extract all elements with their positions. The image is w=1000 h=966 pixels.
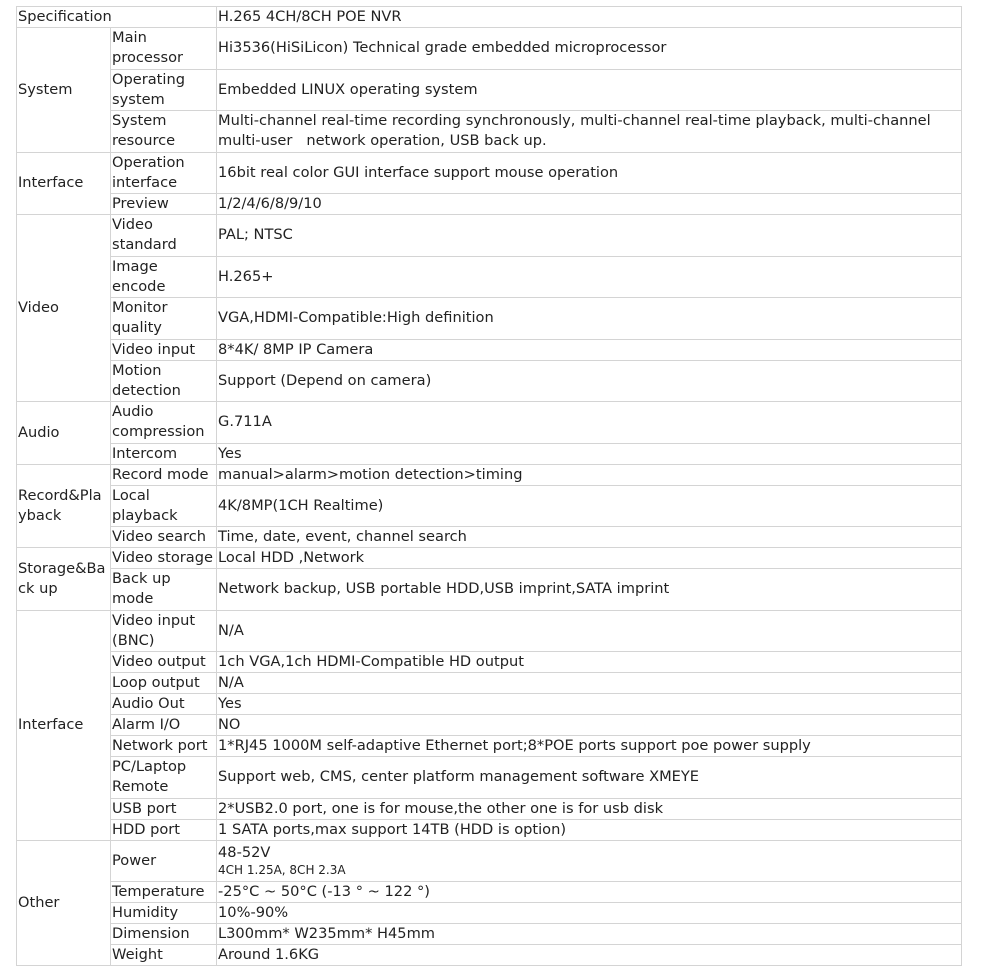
table-row xyxy=(17,339,962,360)
row-value: Embedded LINUX operating system xyxy=(217,69,962,111)
table-row xyxy=(17,485,962,527)
row-value: H.265+ xyxy=(217,256,962,298)
row-label: HDD port xyxy=(111,819,217,840)
row-label: Operation interface xyxy=(111,152,217,194)
row-label: System resource xyxy=(111,111,217,153)
row-value: Network backup, USB portable HDD,USB imprint,SATA imprint xyxy=(217,569,962,611)
table-row xyxy=(17,945,962,966)
row-label: Humidity xyxy=(111,903,217,924)
row-value: N/A xyxy=(217,610,962,652)
row-value: Time, date, event, channel search xyxy=(217,527,962,548)
row-label: Video storage xyxy=(111,548,217,569)
row-value: NO xyxy=(217,715,962,736)
table-row xyxy=(17,652,962,673)
group-label: Video xyxy=(17,215,111,402)
table-row xyxy=(17,548,962,569)
row-label: Loop output xyxy=(111,673,217,694)
row-value: Around 1.6KG xyxy=(217,945,962,966)
table-row xyxy=(17,840,962,882)
row-label: Intercom xyxy=(111,443,217,464)
table-row xyxy=(17,152,962,194)
row-label: Video search xyxy=(111,527,217,548)
row-value: 1 SATA ports,max support 14TB (HDD is option) xyxy=(217,819,962,840)
table-row xyxy=(17,298,962,340)
row-label: Operating system xyxy=(111,69,217,111)
row-label: Video input xyxy=(111,339,217,360)
table-row xyxy=(17,7,962,28)
spec-table xyxy=(16,6,962,966)
table-row xyxy=(17,256,962,298)
table-row xyxy=(17,736,962,757)
row-value: VGA,HDMI-Compatible:High definition xyxy=(217,298,962,340)
group-label: Interface xyxy=(17,152,111,215)
row-label: Monitor quality xyxy=(111,298,217,340)
table-row xyxy=(17,402,962,444)
row-value: 2*USB2.0 port, one is for mouse,the other one is for usb disk xyxy=(217,798,962,819)
power-voltage: 48-52V xyxy=(218,844,271,862)
row-label: Video standard xyxy=(111,215,217,257)
table-row xyxy=(17,924,962,945)
table-row xyxy=(17,819,962,840)
table-row xyxy=(17,527,962,548)
row-label: Temperature xyxy=(111,882,217,903)
table-row xyxy=(17,610,962,652)
table-row xyxy=(17,673,962,694)
power-current-note: 4CH 1.25A, 8CH 2.3A xyxy=(218,863,346,878)
table-row xyxy=(17,464,962,485)
row-label: Back up mode xyxy=(111,569,217,611)
row-value: G.711A xyxy=(217,402,962,444)
row-label: Main processor xyxy=(111,28,217,70)
table-row xyxy=(17,757,962,799)
header-value: H.265 4CH/8CH POE NVR xyxy=(217,7,962,28)
table-row xyxy=(17,69,962,111)
group-label: Interface xyxy=(17,610,111,840)
row-value-power xyxy=(217,840,962,882)
row-value: 8*4K/ 8MP IP Camera xyxy=(217,339,962,360)
table-row xyxy=(17,443,962,464)
group-label: System xyxy=(17,28,111,153)
row-value: -25°C ~ 50°C (-13 ° ~ 122 °) xyxy=(217,882,962,903)
spec-table-container xyxy=(16,6,962,966)
row-label: Image encode xyxy=(111,256,217,298)
table-row xyxy=(17,111,962,153)
table-row xyxy=(17,194,962,215)
row-label: Dimension xyxy=(111,924,217,945)
row-value: 16bit real color GUI interface support mouse operation xyxy=(217,152,962,194)
table-row xyxy=(17,715,962,736)
group-label: Other xyxy=(17,840,111,966)
table-row xyxy=(17,694,962,715)
row-label: Local playback xyxy=(111,485,217,527)
row-label: Power xyxy=(111,840,217,882)
row-value: Multi-channel real-time recording synchronously, multi-channel real-time playback, multi-channel multi-user network operation, USB back up. xyxy=(217,111,962,153)
row-label: Alarm I/O xyxy=(111,715,217,736)
row-label: Network port xyxy=(111,736,217,757)
table-row xyxy=(17,215,962,257)
row-label: Motion detection xyxy=(111,360,217,402)
row-value: 10%-90% xyxy=(217,903,962,924)
row-label: USB port xyxy=(111,798,217,819)
table-row xyxy=(17,882,962,903)
table-row xyxy=(17,798,962,819)
row-value: 1*RJ45 1000M self-adaptive Ethernet port;8*POE ports support poe power supply xyxy=(217,736,962,757)
row-label: Audio Out xyxy=(111,694,217,715)
table-row xyxy=(17,360,962,402)
row-label: PC/Laptop Remote xyxy=(111,757,217,799)
table-row xyxy=(17,569,962,611)
row-value: Local HDD ,Network xyxy=(217,548,962,569)
group-label: Record&Playback xyxy=(17,464,111,548)
row-value: PAL; NTSC xyxy=(217,215,962,257)
row-value: Yes xyxy=(217,694,962,715)
row-value: L300mm* W235mm* H45mm xyxy=(217,924,962,945)
row-label: Record mode xyxy=(111,464,217,485)
group-label: Audio xyxy=(17,402,111,465)
table-row xyxy=(17,903,962,924)
row-value: Yes xyxy=(217,443,962,464)
row-label: Audio compression xyxy=(111,402,217,444)
row-value: manual>alarm>motion detection>timing xyxy=(217,464,962,485)
row-label: Video input (BNC) xyxy=(111,610,217,652)
row-value: 4K/8MP(1CH Realtime) xyxy=(217,485,962,527)
row-value: 1/2/4/6/8/9/10 xyxy=(217,194,962,215)
row-value: 1ch VGA,1ch HDMI-Compatible HD output xyxy=(217,652,962,673)
row-value: Support web, CMS, center platform management software XMEYE xyxy=(217,757,962,799)
row-value: Support (Depend on camera) xyxy=(217,360,962,402)
row-value: Hi3536(HiSiLicon) Technical grade embedded microprocessor xyxy=(217,28,962,70)
table-row xyxy=(17,28,962,70)
row-value: N/A xyxy=(217,673,962,694)
group-label: Storage&Back up xyxy=(17,548,111,611)
row-label: Video output xyxy=(111,652,217,673)
row-label: Preview xyxy=(111,194,217,215)
row-label: Weight xyxy=(111,945,217,966)
header-label: Specification xyxy=(17,7,217,28)
